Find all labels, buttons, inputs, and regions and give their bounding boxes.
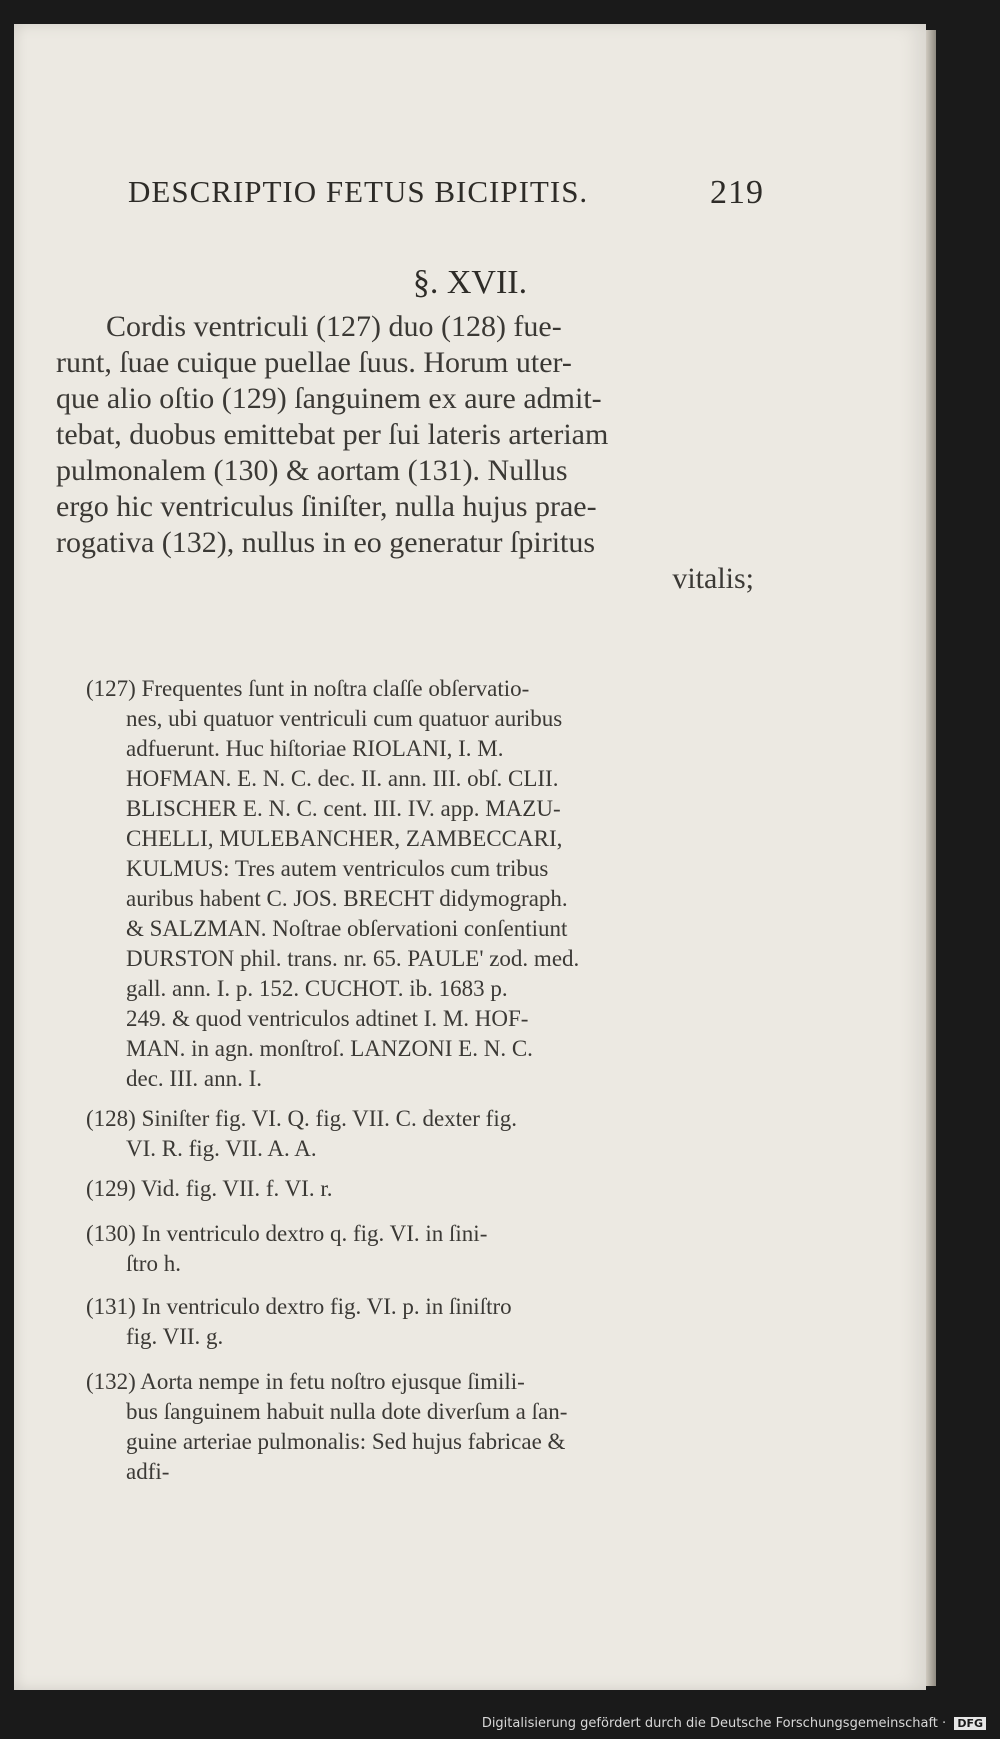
book-page xyxy=(14,24,926,1690)
footnote-line: HOFMAN. E. N. C. dec. II. ann. III. obſ. CLII. xyxy=(126,766,559,791)
footnote-line: (128) Siniſter fig. VI. Q. fig. VII. C. dexter fig. xyxy=(86,1106,517,1131)
footnote-line: (127) Frequentes ſunt in noſtra claſſe obſervatio- xyxy=(86,676,530,701)
body-line: tebat, duobus emittebat per ſui lateris arteriam xyxy=(56,418,609,451)
footnote-line: KULMUS: Tres autem ventriculos cum tribus xyxy=(126,856,549,881)
section-heading: §. XVII. xyxy=(412,264,528,301)
footnote-line: CHELLI, MULEBANCHER, ZAMBECCARI, xyxy=(126,826,563,851)
footnote-line: MAN. in agn. monſtroſ. LANZONI E. N. C. xyxy=(126,1036,533,1061)
digitization-credit xyxy=(0,1716,986,1731)
page-edge xyxy=(926,30,936,1686)
body-line: ergo hic ventriculus ſiniſter, nulla hujus prae- xyxy=(56,490,597,523)
footnote-line: ſtro h. xyxy=(126,1251,181,1276)
page-number: 219 xyxy=(710,174,764,211)
body-line: runt, ſuae cuique puellae ſuus. Horum uter- xyxy=(56,346,572,379)
body-line: Cordis ventriculi (127) duo (128) fue- xyxy=(106,310,562,343)
footnote-line: auribus habent C. JOS. BRECHT didymograph. xyxy=(126,886,568,911)
dfg-logo: DFG xyxy=(954,1717,986,1730)
footnote-line: VI. R. fig. VII. A. A. xyxy=(126,1136,317,1161)
footnote-line: nes, ubi quatuor ventriculi cum quatuor auribus xyxy=(126,706,563,731)
footnote-line: (131) In ventriculo dextro fig. VI. p. in ſiniſtro xyxy=(86,1294,512,1319)
footnote-line: (132) Aorta nempe in fetu noſtro ejusque ſimili- xyxy=(86,1369,525,1394)
footnote-line: fig. VII. g. xyxy=(126,1324,224,1349)
body-line: que alio oſtio (129) ſanguinem ex aure admit- xyxy=(56,382,602,415)
footnote-line: gall. ann. I. p. 152. CUCHOT. ib. 1683 p. xyxy=(126,976,508,1001)
footnote-line: dec. III. ann. I. xyxy=(126,1066,263,1091)
body-line: rogativa (132), nullus in eo generatur ſpiritus xyxy=(56,526,596,559)
footnote-line: 249. & quod ventriculos adtinet I. M. HOF- xyxy=(126,1006,529,1031)
footnote-line: guine arteriae pulmonalis: Sed hujus fabricae & xyxy=(126,1429,566,1454)
credit-text: Digitalisierung gefördert durch die Deutsche Forschungsgemeinschaft · xyxy=(481,1716,947,1731)
footnote-line: DURSTON phil. trans. nr. 65. PAULE' zod. med. xyxy=(126,946,580,971)
footnote-line: & SALZMAN. Noſtrae obſervationi conſentiunt xyxy=(126,916,568,941)
footnote-line: adfuerunt. Huc hiſtoriae RIOLANI, I. M. xyxy=(126,736,504,761)
footnote-line: bus ſanguinem habuit nulla dote diverſum a ſan- xyxy=(126,1399,568,1424)
footnote-line: (129) Vid. fig. VII. f. VI. r. xyxy=(86,1176,333,1201)
running-title: DESCRIPTIO FETUS BICIPITIS. xyxy=(128,174,589,209)
body-line: pulmonalem (130) & aortam (131). Nullus xyxy=(56,454,568,487)
running-header xyxy=(128,174,764,210)
footnote-line: BLISCHER E. N. C. cent. III. IV. app. MAZU- xyxy=(126,796,561,821)
body-line: vitalis; xyxy=(672,562,754,595)
footnote-line: adfi- xyxy=(126,1459,170,1484)
footnote-line: (130) In ventriculo dextro q. fig. VI. in ſini- xyxy=(86,1221,488,1246)
